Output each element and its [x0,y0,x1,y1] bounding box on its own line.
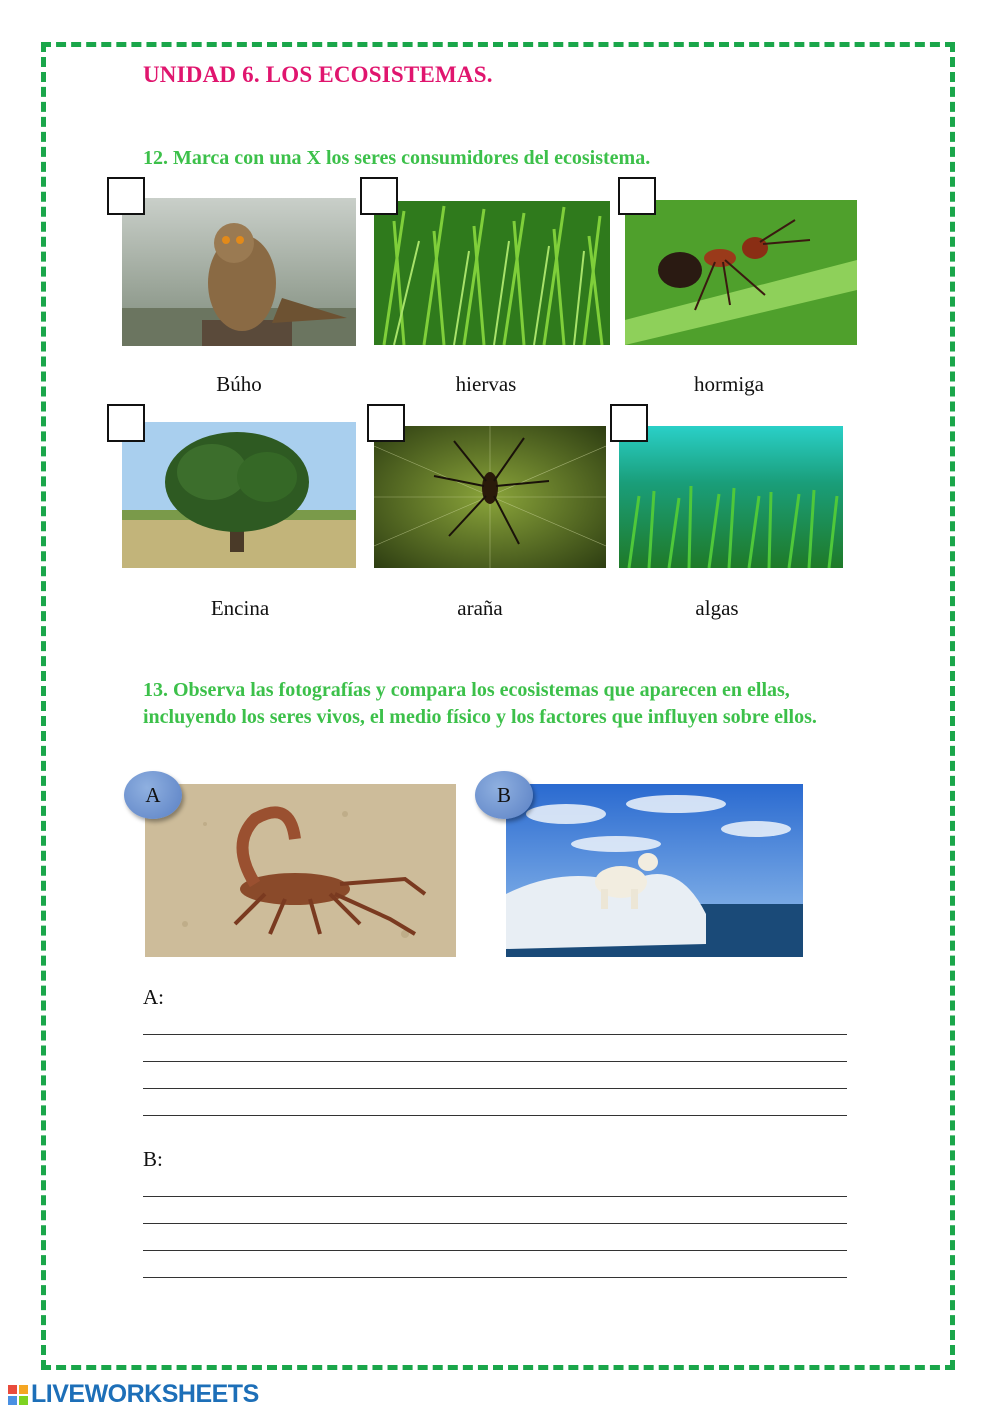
checkbox-hiervas[interactable] [360,177,398,215]
logo-blocks-icon [8,1385,28,1405]
scorpion-desert-photo [145,784,456,957]
caption-hiervas: hiervas [455,372,517,396]
footer-brand-text: LIVEWORKSHEETS [31,1380,259,1408]
caption-encina: Encina [210,596,270,620]
question-12-text: 12. Marca con una X los seres consumidores del ecosistema. [143,147,651,169]
seagrass-photo [619,426,843,568]
badge-b: B [475,771,533,819]
owl-photo [122,198,356,346]
checkbox-hormiga[interactable] [618,177,656,215]
checkbox-algas[interactable] [610,404,648,442]
answer-a-line-2[interactable] [143,1061,847,1062]
ant-photo [625,200,857,345]
liveworksheets-logo [8,1380,259,1409]
oak-tree-photo [122,422,356,568]
checkbox-encina[interactable] [107,404,145,442]
answer-b-line-2[interactable] [143,1223,847,1224]
caption-algas: algas [695,596,739,620]
polar-bear-ice-photo [506,784,803,957]
caption-arana: araña [457,596,503,620]
answer-a-line-3[interactable] [143,1088,847,1089]
answer-b-line-1[interactable] [143,1196,847,1197]
caption-buho: Búho [216,372,262,396]
badge-a: A [124,771,182,819]
checkbox-buho[interactable] [107,177,145,215]
page-title: UNIDAD 6. LOS ECOSISTEMAS. [143,62,493,87]
checkbox-arana[interactable] [367,404,405,442]
answer-b-line-4[interactable] [143,1277,847,1278]
grass-photo [374,201,610,345]
answer-a-line-4[interactable] [143,1115,847,1116]
answer-b-label: B: [143,1147,163,1171]
question-13-text: 13. Observa las fotografías y compara los ecosistemas que aparecen en ellas, incluyendo los seres vivos, el medio físico y los factores que influyen sobre ellos. [143,679,817,728]
caption-hormiga: hormiga [694,372,764,396]
answer-a-label: A: [143,985,164,1009]
answer-a-line-1[interactable] [143,1034,847,1035]
spider-photo [374,426,606,568]
answer-b-line-3[interactable] [143,1250,847,1251]
